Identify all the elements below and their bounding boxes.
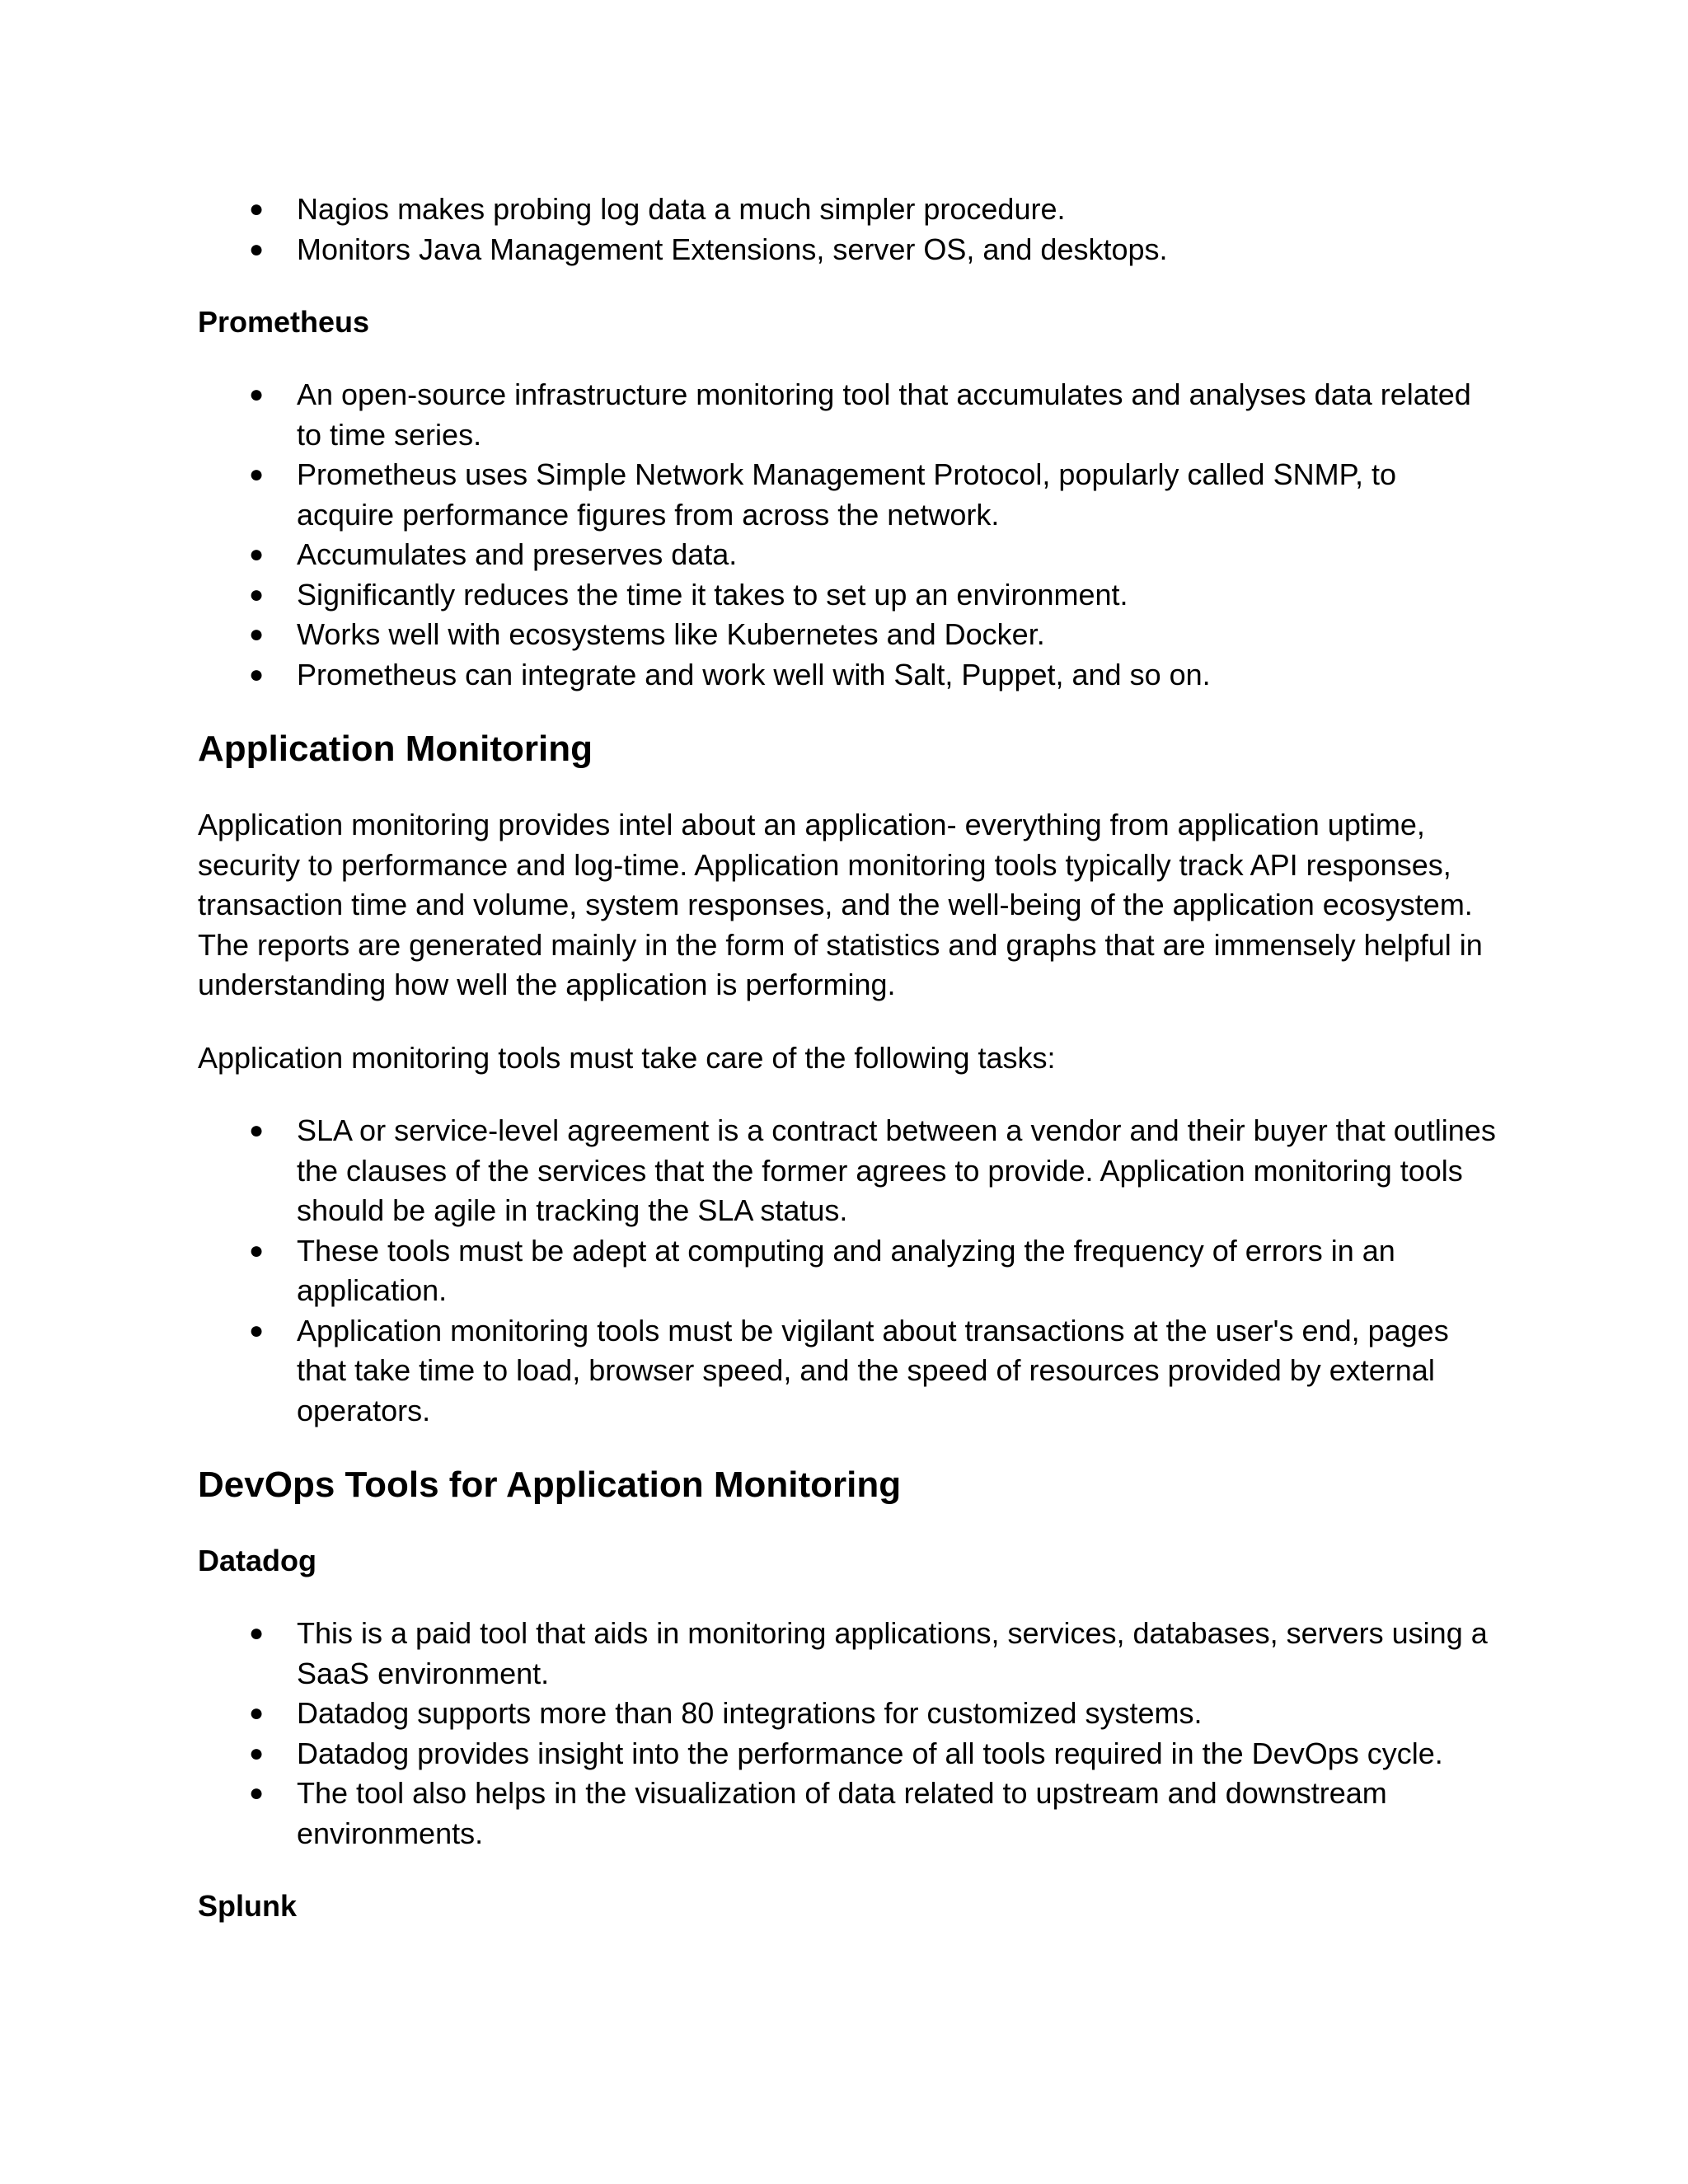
bullet-icon: ● — [249, 195, 265, 223]
bullet-icon: ● — [249, 1117, 265, 1144]
list-item: ● Nagios makes probing log data a much simpler procedure. — [198, 190, 1500, 230]
bullet-icon: ● — [249, 1619, 265, 1647]
list-item: ● Works well with ecosystems like Kubernetes and Docker. — [198, 615, 1500, 655]
list-item: ● Datadog provides insight into the performance of all tools required in the DevOps cycle. — [198, 1734, 1500, 1774]
list-item: ● Prometheus can integrate and work well with Salt, Puppet, and so on. — [198, 655, 1500, 696]
application-monitoring-heading: Application Monitoring — [198, 729, 593, 769]
list-item: ● These tools must be adept at computing and analyzing the frequency of errors in an application. — [198, 1231, 1500, 1311]
bullet-icon: ● — [249, 660, 265, 688]
prometheus-heading: Prometheus — [198, 305, 370, 339]
bullet-icon: ● — [249, 1699, 265, 1727]
list-item: ● Accumulates and preserves data. — [198, 535, 1500, 575]
list-item: ● The tool also helps in the visualization of data related to upstream and downstream environments. — [198, 1774, 1500, 1854]
application-monitoring-bullet-list — [198, 1111, 1500, 1431]
datadog-bullet-list — [198, 1614, 1500, 1854]
application-monitoring-paragraph: Application monitoring provides intel about an application- everything from application uptime, security to performance and log-time. Application monitoring tools typically track API responses, transaction time and volume, system responses, and the well-being of the application ecosystem. The reports are generated mainly in the form of statistics and graphs that are immensely helpful in understanding how well the application is performing. — [198, 808, 1483, 1001]
list-item: ● Application monitoring tools must be vigilant about transactions at the user's end, pages that take time to load, browser speed, and the speed of resources provided by external operators. — [198, 1311, 1500, 1432]
bullet-icon: ● — [249, 381, 265, 408]
prometheus-bullet-list — [198, 375, 1500, 695]
nagios-bullet-list — [198, 190, 1500, 269]
datadog-heading: Datadog — [198, 1544, 316, 1577]
document-page — [198, 190, 1500, 1926]
application-monitoring-tasks-intro: Application monitoring tools must take care of the following tasks: — [198, 1040, 1056, 1075]
bullet-icon: ● — [249, 1316, 265, 1344]
splunk-heading: Splunk — [198, 1889, 298, 1923]
bullet-icon: ● — [249, 621, 265, 648]
bullet-icon: ● — [249, 1236, 265, 1264]
list-item: ● SLA or service-level agreement is a contract between a vendor and their buyer that outlines the clauses of the services that the former agrees to provide. Application monitoring tools should be agile in tracking the SLA status. — [198, 1111, 1500, 1231]
list-item: ● Datadog supports more than 80 integrations for customized systems. — [198, 1694, 1500, 1734]
bullet-icon: ● — [249, 541, 265, 568]
list-item: ● Prometheus uses Simple Network Management Protocol, popularly called SNMP, to acquire performance figures from across the network. — [198, 455, 1500, 535]
list-item: ● This is a paid tool that aids in monitoring applications, services, databases, servers using a SaaS environment. — [198, 1614, 1500, 1694]
bullet-icon: ● — [249, 580, 265, 608]
list-item: ● An open-source infrastructure monitoring tool that accumulates and analyses data related to time series. — [198, 375, 1500, 455]
list-item: ● Significantly reduces the time it takes to set up an environment. — [198, 575, 1500, 616]
bullet-icon: ● — [249, 461, 265, 488]
bullet-icon: ● — [249, 235, 265, 263]
bullet-icon: ● — [249, 1739, 265, 1767]
devops-tools-heading: DevOps Tools for Application Monitoring — [198, 1465, 902, 1505]
bullet-icon: ● — [249, 1779, 265, 1807]
list-item: ● Monitors Java Management Extensions, server OS, and desktops. — [198, 230, 1500, 270]
